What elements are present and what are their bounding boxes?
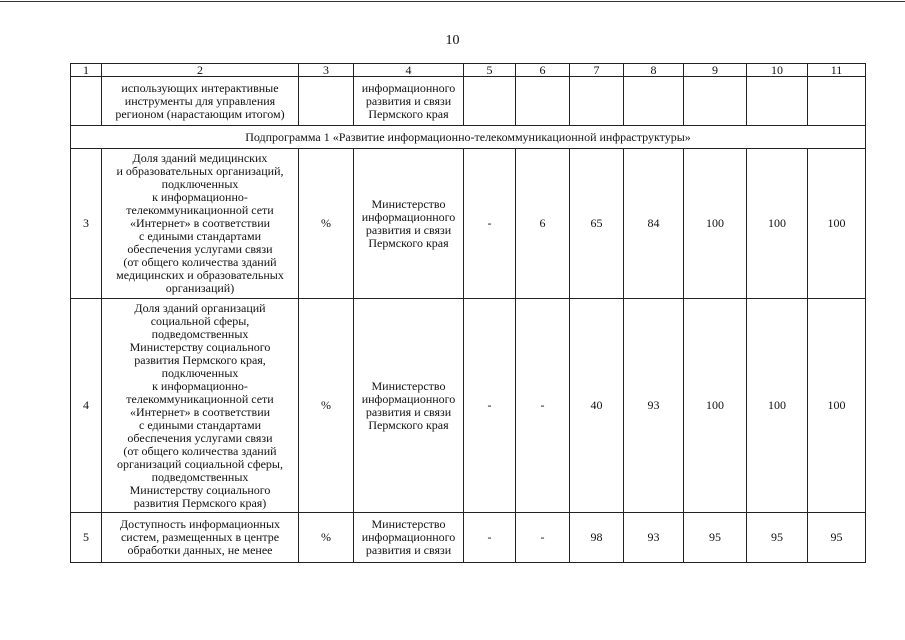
value-cell: 93 (624, 513, 684, 563)
page-top-edge (0, 1, 905, 2)
unit-cell: % (299, 149, 354, 299)
column-number: 2 (102, 64, 299, 77)
value-cell (464, 77, 516, 126)
column-number: 4 (354, 64, 464, 77)
value-cell (624, 77, 684, 126)
value-cell: 100 (808, 299, 866, 513)
column-number: 3 (299, 64, 354, 77)
subprogram-title: Подпрограмма 1 «Развитие информационно-телекоммуникационной инфраструктуры» (71, 126, 866, 149)
table-row (71, 77, 866, 126)
unit-cell: % (299, 513, 354, 563)
value-cell: - (464, 149, 516, 299)
indicator-name-cell: Доля зданий медицинских и образовательных организаций, подключенных к информационно- телекоммуникационной сети «Интернет» в соответствии с едиными стандартами обеспечения услугами связи (от общего количества зданий медицинских и образовательных организаций) (102, 149, 299, 299)
value-cell: 95 (747, 513, 808, 563)
value-cell: 95 (808, 513, 866, 563)
value-cell: 100 (684, 299, 747, 513)
column-number: 8 (624, 64, 684, 77)
value-cell: 93 (624, 299, 684, 513)
column-number: 10 (747, 64, 808, 77)
indicators-table (70, 63, 866, 563)
indicator-name-cell: Доступность информационных систем, размещенных в центре обработки данных, не менее (102, 513, 299, 563)
column-number-row (71, 64, 866, 77)
value-cell (747, 77, 808, 126)
table-row (71, 149, 866, 299)
value-cell (684, 77, 747, 126)
column-number: 11 (808, 64, 866, 77)
value-cell: 100 (747, 149, 808, 299)
row-number-cell: 5 (71, 513, 102, 563)
unit-cell: % (299, 299, 354, 513)
value-cell (516, 77, 570, 126)
value-cell: 40 (570, 299, 624, 513)
ministry-cell: Министерство информационного развития и связи Пермского края (354, 299, 464, 513)
column-number: 5 (464, 64, 516, 77)
value-cell: 95 (684, 513, 747, 563)
value-cell: - (516, 299, 570, 513)
indicator-name-cell: использующих интерактивные инструменты для управления регионом (нарастающим итогом) (102, 77, 299, 126)
value-cell: - (464, 299, 516, 513)
value-cell: 100 (808, 149, 866, 299)
row-number-cell: 3 (71, 149, 102, 299)
value-cell: 84 (624, 149, 684, 299)
column-number: 9 (684, 64, 747, 77)
subprogram-row (71, 126, 866, 149)
ministry-cell: Министерство информационного развития и связи Пермского края (354, 149, 464, 299)
value-cell: 100 (747, 299, 808, 513)
value-cell: - (516, 513, 570, 563)
row-number-cell (71, 77, 102, 126)
column-number: 1 (71, 64, 102, 77)
indicator-name-cell: Доля зданий организаций социальной сферы, подведомственных Министерству социального развития Пермского края, подключенных к информационно- телекоммуникационной сети «Интернет» в соответствии с едиными стандартами обеспечения услугами связи (от общего количества зданий организаций социальной сферы, подведомственных Министерству социального развития Пермского края) (102, 299, 299, 513)
row-number-cell: 4 (71, 299, 102, 513)
value-cell (808, 77, 866, 126)
ministry-cell: информационного развития и связи Пермского края (354, 77, 464, 126)
ministry-cell: Министерство информационного развития и связи (354, 513, 464, 563)
column-number: 7 (570, 64, 624, 77)
page-number: 10 (445, 33, 460, 48)
value-cell: 98 (570, 513, 624, 563)
unit-cell (299, 77, 354, 126)
value-cell: 6 (516, 149, 570, 299)
value-cell (570, 77, 624, 126)
value-cell: 65 (570, 149, 624, 299)
table-row (71, 513, 866, 563)
value-cell: 100 (684, 149, 747, 299)
table-row (71, 299, 866, 513)
column-number: 6 (516, 64, 570, 77)
value-cell: - (464, 513, 516, 563)
